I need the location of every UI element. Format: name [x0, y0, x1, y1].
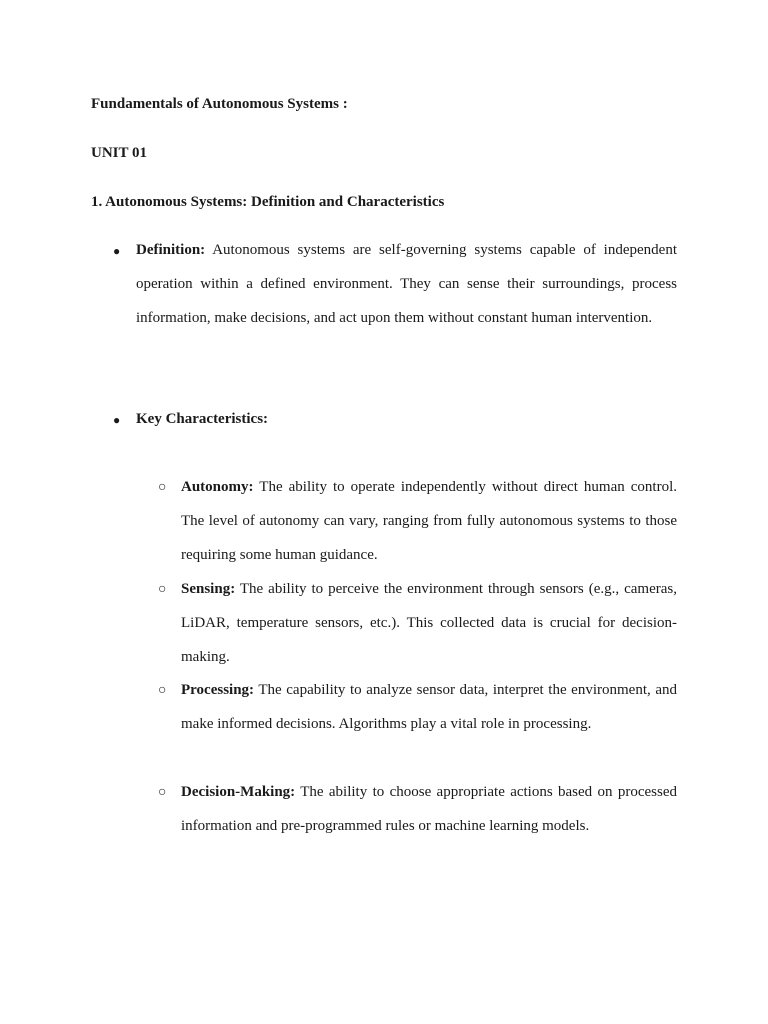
characteristic-autonomy [181, 471, 677, 572]
unit-heading: UNIT 01 [91, 145, 147, 161]
sub-bullet-marker-icon: ○ [158, 480, 167, 495]
document-title: Fundamentals of Autonomous Systems : [91, 96, 348, 112]
characteristic-term: Decision-Making: [181, 784, 296, 800]
characteristic-text: The ability to operate independently without direct human control. The level of autonomy can vary, ranging from fully autonomous systems to those requiring some human guidance. [181, 479, 677, 563]
key-characteristics-heading [136, 403, 677, 437]
bullet-marker-icon: ● [113, 244, 121, 258]
characteristic-decision-making [181, 776, 677, 844]
characteristic-text: The ability to perceive the environment through sensors (e.g., cameras, LiDAR, temperature sensors, etc.). This collected data is crucial for decision-making. [181, 581, 677, 665]
key-characteristics-term: Key Characteristics: [136, 411, 269, 427]
characteristic-text: The capability to analyze sensor data, interpret the environment, and make informed decisions. Algorithms play a vital role in processing. [181, 682, 677, 732]
characteristic-processing [181, 674, 677, 742]
sub-bullet-marker-icon: ○ [158, 683, 167, 698]
section-heading: 1. Autonomous Systems: Definition and Characteristics [91, 194, 445, 210]
definition-text: Autonomous systems are self-governing systems capable of independent operation within a defined environment. They can sense their surroundings, process information, make decisions, and act upon them without constant human intervention. [136, 242, 677, 326]
characteristic-term: Autonomy: [181, 479, 254, 495]
sub-bullet-marker-icon: ○ [158, 785, 167, 800]
definition-paragraph [136, 234, 677, 335]
bullet-marker-icon: ● [113, 413, 121, 427]
characteristic-term: Processing: [181, 682, 255, 698]
sub-bullet-marker-icon: ○ [158, 582, 167, 597]
definition-term: Definition: [136, 242, 206, 258]
characteristic-term: Sensing: [181, 581, 236, 597]
characteristic-text: The ability to choose appropriate actions based on processed information and pre-programmed rules or machine learning models. [181, 784, 677, 834]
characteristic-sensing [181, 573, 677, 674]
